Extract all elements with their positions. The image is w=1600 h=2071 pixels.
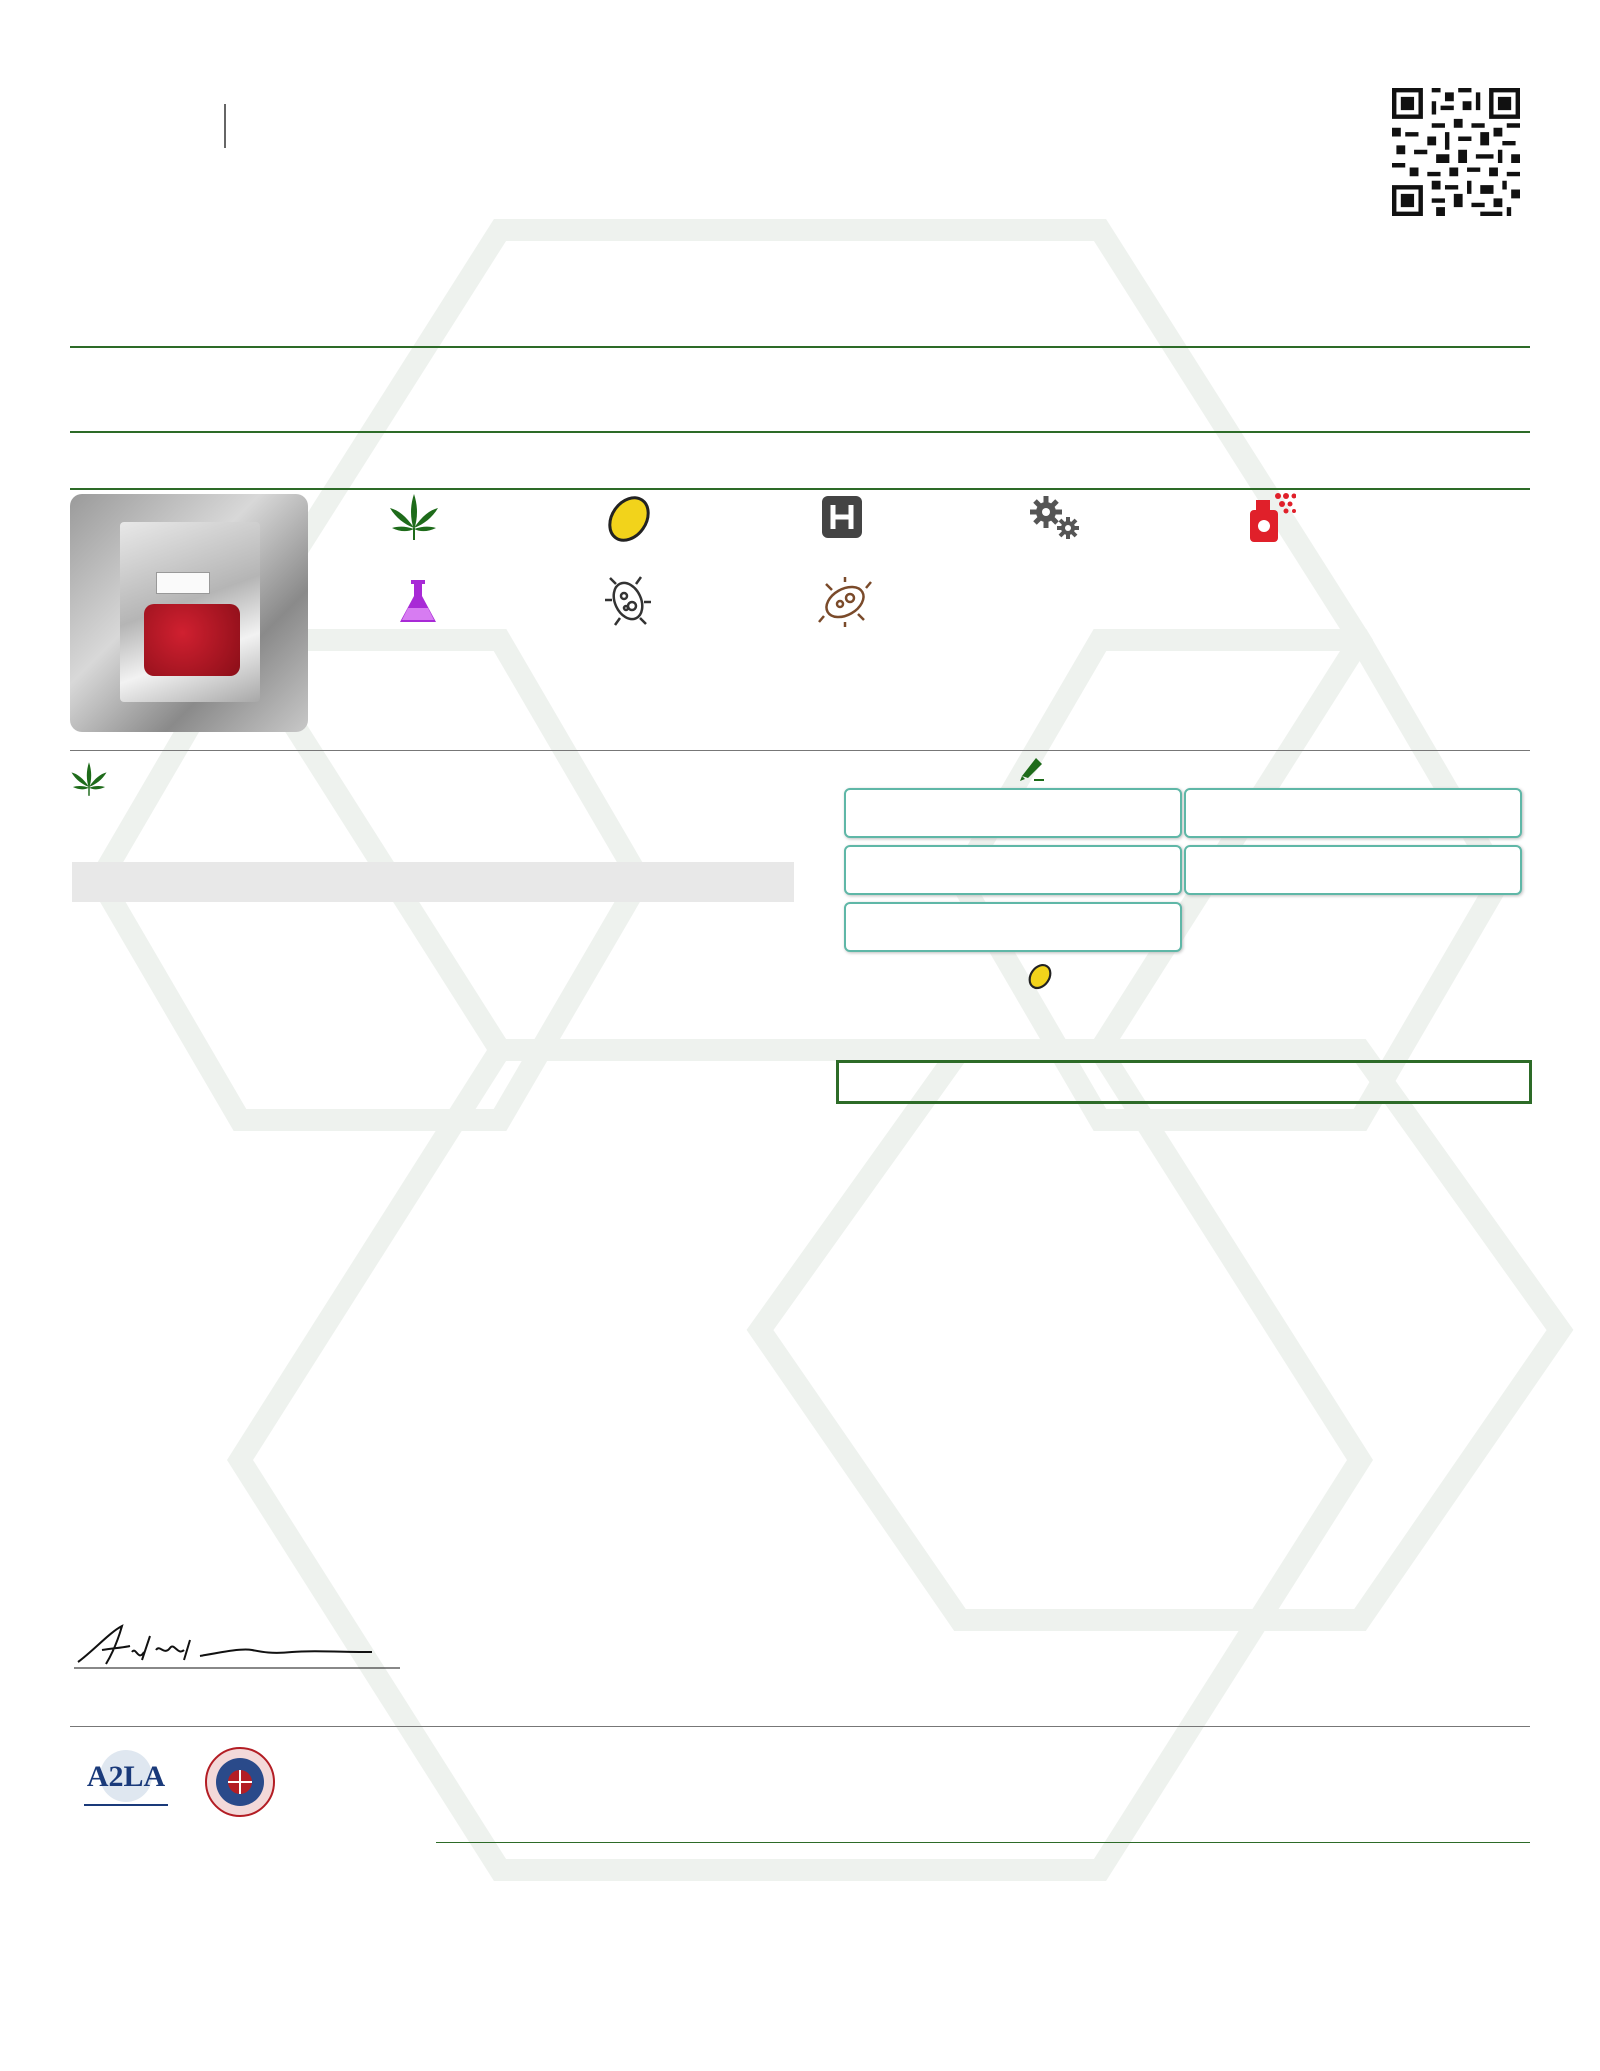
- terpenes-lemon-icon: [1026, 962, 1054, 990]
- spray-bottle-icon: [1248, 492, 1296, 544]
- a2la-accredited-logo: [82, 1748, 170, 1828]
- microbe-outline-icon: [818, 576, 872, 628]
- dea-seal-logo: [194, 1746, 286, 1836]
- flask-icon: [398, 578, 438, 626]
- lab-logo: [70, 76, 390, 152]
- divider-footer: [70, 1726, 1530, 1727]
- product-label-sticker: [156, 572, 210, 594]
- qr-code[interactable]: [1392, 88, 1520, 216]
- potency-leaf-icon: [70, 760, 108, 798]
- a2la-emblem-icon: [82, 1748, 170, 1804]
- pen-icon: [1018, 754, 1046, 782]
- divider-tests: [70, 488, 1530, 490]
- dea-seal-icon: [194, 1746, 286, 1820]
- signature-image: [72, 1622, 402, 1670]
- cannabis-leaf-icon: [388, 492, 440, 542]
- a2la-accredited-text: [84, 1804, 168, 1806]
- summary-total-cbn: [1184, 845, 1522, 895]
- microbe-icon: [604, 574, 652, 628]
- summary-total-active-thc: [844, 788, 1182, 838]
- summary-total-cannabinoids: [844, 902, 1182, 952]
- svg-text:A2LA: A2LA: [86, 1760, 166, 1793]
- divider-order: [70, 431, 1530, 433]
- summary-total-active-cbd: [1184, 788, 1522, 838]
- gears-icon: [1028, 494, 1084, 542]
- lemon-icon: [604, 492, 654, 544]
- total-terpenes-box: [836, 1060, 1532, 1104]
- divider-disclaimer: [436, 1842, 1530, 1843]
- logo-divider: [224, 104, 226, 148]
- heavy-metals-icon: [820, 494, 864, 540]
- potency-table-header: [72, 862, 794, 902]
- product-gummies: [144, 604, 240, 676]
- product-image: [70, 494, 308, 732]
- divider-client: [70, 346, 1530, 348]
- divider-potency: [70, 750, 1530, 751]
- summary-total-cbg: [844, 845, 1182, 895]
